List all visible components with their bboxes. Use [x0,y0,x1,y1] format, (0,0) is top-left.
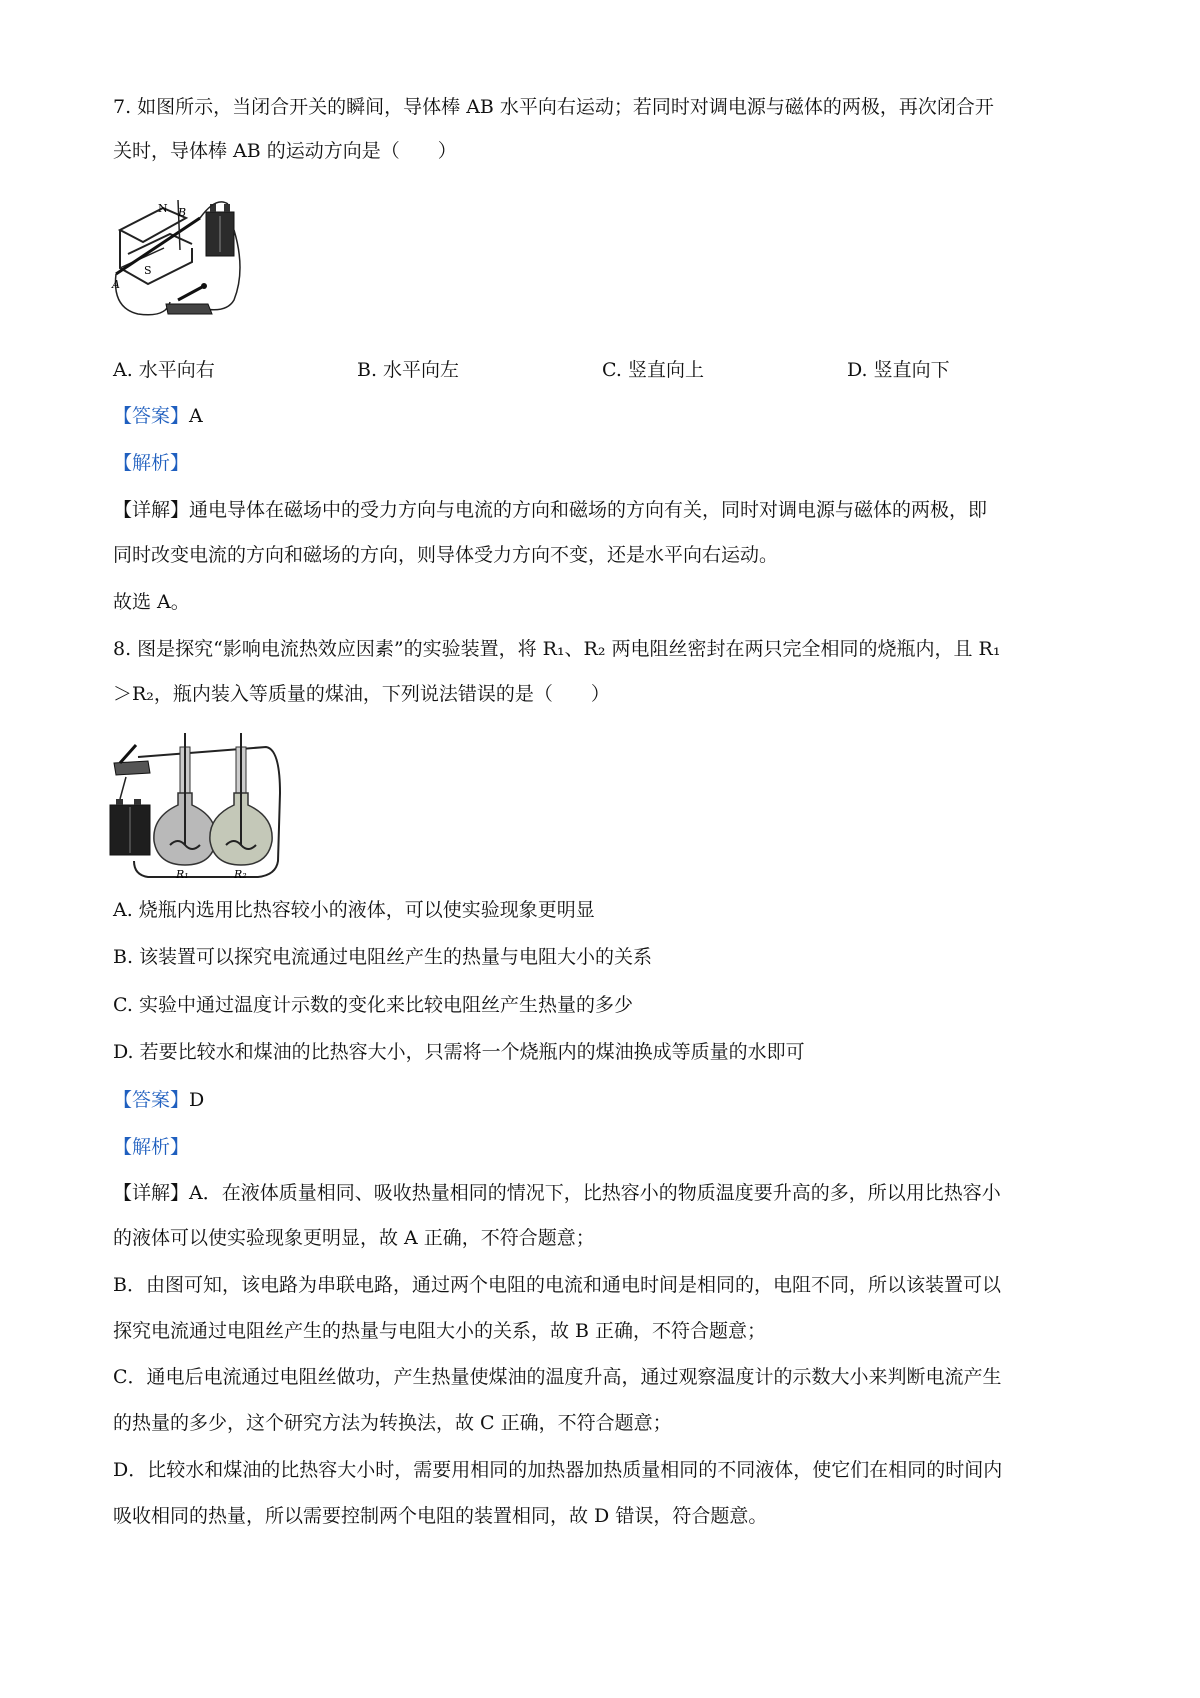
q8-stem-line-1: 8. 图是探究“影响电流热效应因素”的实验装置，将 R₁、R₂ 两电阻丝密封在两只完全相同的烧瓶内，且 R₁ [113,638,1001,660]
q8-answer [113,1085,1103,1115]
q8-heating-figure [108,733,298,883]
q7-option-b[interactable]: B. 水平向左 [357,359,460,381]
q8-detail-line-7: D．比较水和煤油的比热容大小时，需要用相同的加热器加热质量相同的不同液体，使它们在相同的时间内 [113,1459,1003,1481]
q7-label-b: B [178,206,187,219]
q7-motor-svg [108,190,258,330]
q7-options [113,355,1103,385]
q7-label-s: S [144,264,152,277]
q8-option-d[interactable]: D. 若要比较水和煤油的比热容大小，只需将一个烧瓶内的煤油换成等质量的水即可 [113,1041,805,1063]
q8-option-b[interactable]: B. 该装置可以探究电流通过电阻丝产生的热量与电阻大小的关系 [113,946,653,968]
q7-detail-line-1: 【详解】通电导体在磁场中的受力方向与电流的方向和磁场的方向有关，同时对调电源与磁体的两极，即 [113,499,988,521]
q7-answer-value: A [189,405,203,427]
q8-stem-line-2: ＞R₂，瓶内装入等质量的煤油，下列说法错误的是（ ） [113,683,610,705]
q7-stem-line-1: 7. 如图所示，当闭合开关的瞬间，导体棒 AB 水平向右运动；若同时对调电源与磁体的两极，再次闭合开 [113,96,994,118]
q8-heating-svg [108,733,298,883]
q8-detail-line-4: 探究电流通过电阻丝产生的热量与电阻大小的关系，故 B 正确，不符合题意； [113,1320,767,1342]
q7-conclusion: 故选 A。 [113,591,190,613]
q8-analysis-label: 【解析】 [113,1136,190,1158]
q8-label-r2: R₂ [234,868,247,881]
q8-answer-label: 【答案】 [113,1089,190,1111]
q8-detail-line-2: 的液体可以使实验现象更明显，故 A 正确，不符合题意； [113,1227,595,1249]
q8-detail-line-6: 的热量的多少，这个研究方法为转换法，故 C 正确，不符合题意； [113,1412,672,1434]
q7-motor-figure [108,190,258,330]
q7-answer [113,401,1103,431]
q8-detail-line-8: 吸收相同的热量，所以需要控制两个电阻的装置相同，故 D 错误，符合题意。 [113,1505,768,1527]
q7-option-a[interactable]: A. 水平向右 [113,359,215,381]
q8-detail-line-1: 【详解】A．在液体质量相同、吸收热量相同的情况下，比热容小的物质温度要升高的多，所以用比热容小 [113,1182,1001,1204]
q7-label-a: A [112,278,120,291]
q7-option-d[interactable]: D. 竖直向下 [847,359,950,381]
q7-label-n: N [158,202,168,215]
q8-detail-line-3: B．由图可知，该电路为串联电路，通过两个电阻的电流和通电时间是相同的，电阻不同，所以该装置可以 [113,1274,1001,1296]
q8-detail-line-5: C．通电后电流通过电阻丝做功，产生热量使煤油的温度升高，通过观察温度计的示数大小来判断电流产生 [113,1366,1002,1388]
q7-option-c[interactable]: C. 竖直向上 [602,359,704,381]
q8-answer-value: D [189,1089,205,1111]
q8-option-c[interactable]: C. 实验中通过温度计示数的变化来比较电阻丝产生热量的多少 [113,994,633,1016]
q7-answer-label: 【答案】 [113,405,190,427]
q8-option-a[interactable]: A. 烧瓶内选用比热容较小的液体，可以使实验现象更明显 [113,899,595,921]
q7-analysis-label: 【解析】 [113,452,190,474]
q7-stem-line-2: 关时，导体棒 AB 的运动方向是（ ） [113,140,457,162]
q8-label-r1: R₁ [176,868,189,881]
q7-detail-line-2: 同时改变电流的方向和磁场的方向，则导体受力方向不变，还是水平向右运动。 [113,544,779,566]
